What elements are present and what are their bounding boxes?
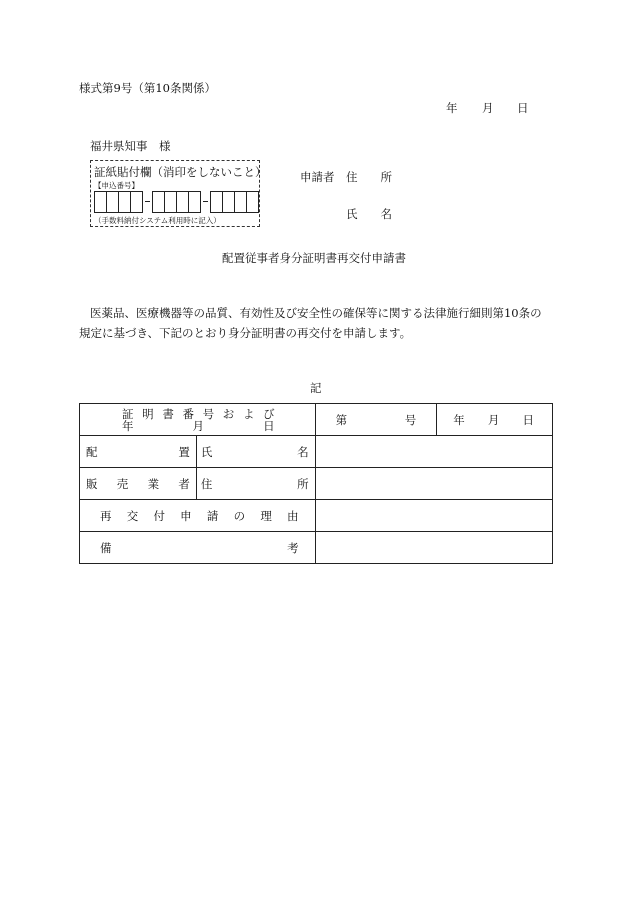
code-label: 【申込番号】 [94,181,139,190]
cert-date-cell[interactable] [437,404,553,436]
cert-label-line2: 年 月 日 [122,418,275,433]
table-row [80,468,553,500]
applicant-address-label: 住 所 [346,170,392,184]
cert-number-label-cell [80,404,316,436]
remarks-label: 備 考 [80,532,316,564]
seller-label-bottom: 販 売 業 者 [80,468,197,500]
code-digit-box[interactable] [130,191,143,213]
table-row [80,436,553,468]
cert-no-prefix: 第 [335,412,348,427]
seller-address-label: 住 所 [196,468,315,500]
remarks-input[interactable] [315,532,552,564]
body-text-line1: 医薬品、医療機器等の品質、有効性及び安全性の確保等に関する法律施行細則第10条の [90,306,542,320]
addressee: 福井県知事 様 [90,139,171,153]
applicant-label: 申請者 [300,170,335,184]
document-title: 配置従事者身分証明書再交付申請書 [222,251,406,265]
date-month: 月 [482,101,494,115]
date-day: 日 [517,101,529,115]
table-row [80,532,553,564]
code-digit-box[interactable] [188,191,201,213]
code-digit-box[interactable] [246,191,259,213]
cert-date-day: 日 [522,412,534,427]
code-separator [203,201,208,202]
seller-label-top: 配 置 [80,436,197,468]
seller-name-input[interactable] [315,436,552,468]
form-number: 様式第9号（第10条関係） [79,81,216,95]
seller-name-label: 氏 名 [196,436,315,468]
ki-heading: 記 [310,381,322,395]
cert-no-suffix: 号 [404,412,417,427]
applicant-name-label: 氏 名 [346,207,392,221]
code-separator [145,201,150,202]
reason-label: 再 交 付 申 請 の 理 由 [80,500,316,532]
stamp-note: （手数料納付システム利用時に記入） [94,216,221,225]
body-text-line2: 規定に基づき、下記のとおり身分証明書の再交付を申請します。 [79,326,412,340]
cert-label-line1: 証 明 書 番 号 お よ び [122,406,275,421]
cert-date-month: 月 [487,412,500,427]
table-row [80,404,553,436]
seller-address-input[interactable] [315,468,552,500]
record-table [79,403,553,564]
cert-number-cell[interactable] [315,404,437,436]
cert-date-year: 年 [453,412,465,427]
table-row [80,500,553,532]
stamp-field-title: 証紙貼付欄（消印をしないこと） [94,165,267,179]
date-year: 年 [446,101,458,115]
reason-input[interactable] [315,500,552,532]
